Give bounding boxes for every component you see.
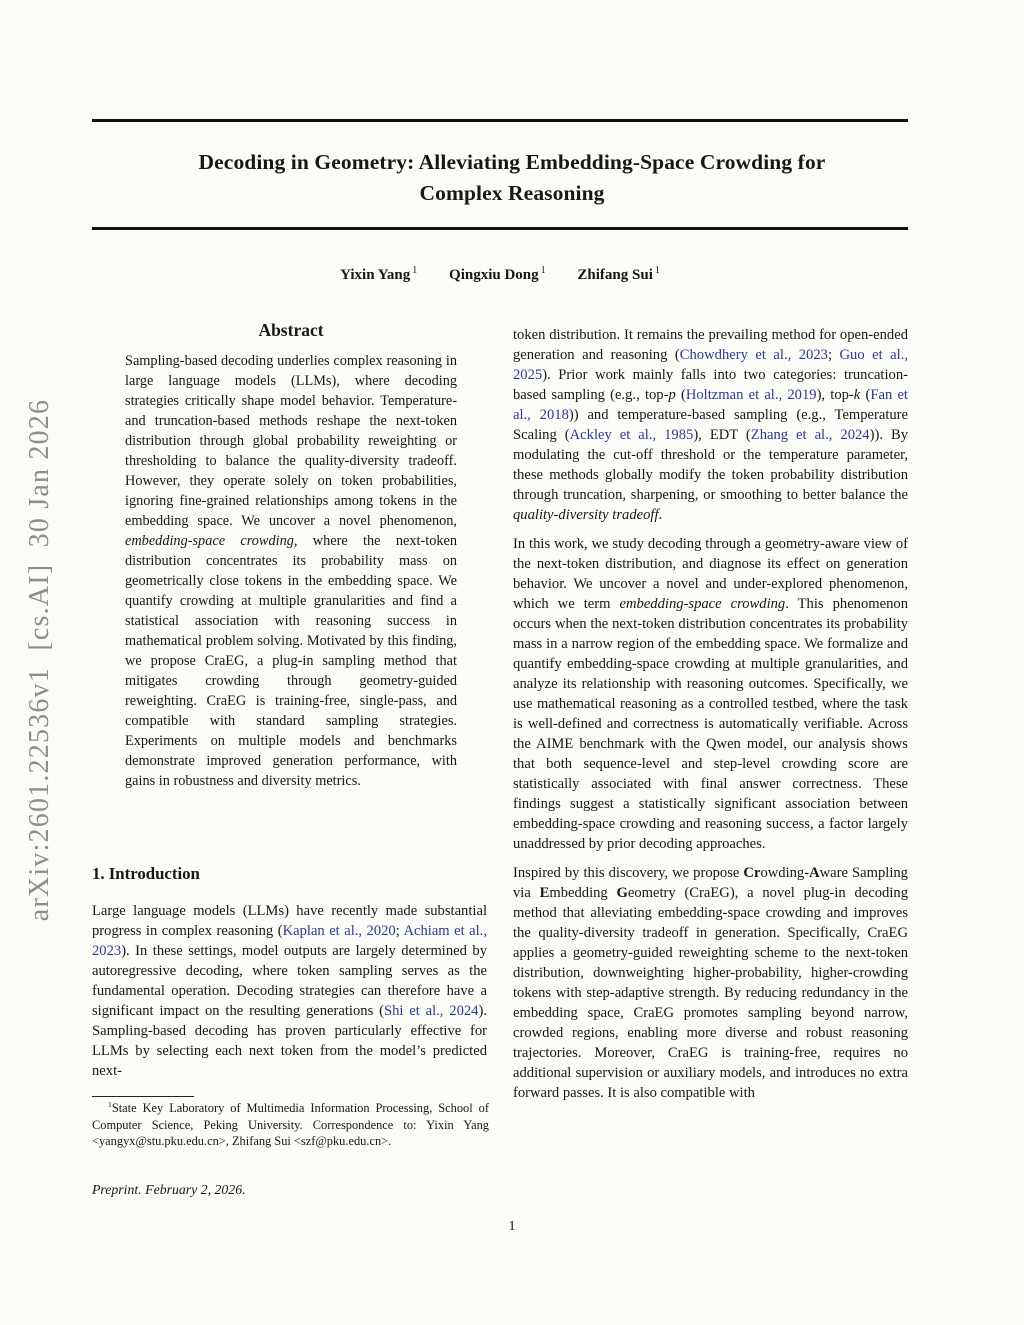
text-segment: )). By modulating the cut-off threshold or the temperature parameter, these methods globally modify the token probability distribution through truncation, sharpening, or smoothing to better balance the	[513, 427, 908, 503]
intro-paragraph-left	[92, 901, 487, 1081]
text-segment: ware Sampling via	[513, 865, 908, 901]
text-segment: In this work, we study decoding through a geometry-aware view of the next-token distribution, and diagnose its effect on generation behavior. We uncover a novel and under-explored phenomenon, which we term	[513, 536, 908, 612]
italic-text: embedding-space crowding	[125, 533, 294, 549]
page-number: 1	[508, 1219, 516, 1234]
citation-link[interactable]: Kaplan et al., 2020	[282, 923, 396, 939]
author-name-text: Yixin Yang	[340, 267, 411, 283]
paper-title-line1: Decoding in Geometry: Alleviating Embedding-Space Crowding for	[198, 150, 826, 174]
text-segment: ), top-	[816, 387, 854, 403]
italic-text: quality-diversity tradeoff	[513, 507, 659, 523]
abstract-heading: Abstract	[258, 320, 324, 340]
arxiv-watermark: arXiv:2601.22536v1 [cs.AI] 30 Jan 2026	[24, 398, 55, 922]
text-segment: (	[860, 387, 871, 403]
section-heading-introduction: 1. Introduction	[92, 864, 200, 883]
text-segment: ;	[827, 347, 840, 363]
text-segment: ), EDT (	[693, 427, 751, 443]
author-name	[340, 267, 417, 283]
text-segment: .	[658, 507, 663, 523]
paper-title-line2: Complex Reasoning	[419, 181, 605, 205]
italic-text: k	[853, 387, 861, 403]
citation-link[interactable]: Guo et al., 2025	[513, 347, 909, 383]
citation-link[interactable]: Zhang et al., 2024	[750, 427, 870, 443]
text-segment: )) and temperature-based sampling (e.g., Temperature Scaling (	[513, 407, 909, 443]
author-affiliation-sup: 1	[540, 265, 546, 276]
author-affiliation-sup: 1	[412, 265, 418, 276]
superscript: 1	[108, 1099, 112, 1109]
italic-text: embedding-space crowding	[619, 596, 786, 612]
text-segment: eometry (CraEG), a novel plug-in decoding method that alleviating embedding-space crowding and improves the quality-diversity tradeoff in generation. Specifically, CraEG applies a geometry-guided reweighting scheme to the next-token distribution, downweighting higher-probability, higher-crowding tokens with step-adaptive strength. By reducing redundancy in the embedding space, CraEG promotes sampling beyond narrow, crowded regions, enabling more diverse and robust reasoning trajectories. Moreover, CraEG is training-free, requires no additional supervision or auxiliary models, and introduces no extra forward passes. It is also compatible with	[513, 885, 908, 1101]
title-rule-bottom	[92, 227, 908, 230]
text-segment: ;	[395, 923, 404, 939]
footnote-text	[92, 1100, 489, 1150]
italic-text: p	[668, 387, 676, 403]
citation-link[interactable]: Shi et al., 2024	[383, 1003, 479, 1019]
text-segment: Sampling-based decoding underlies complex reasoning in large language models (LLMs), where decoding strategies critically shape model behavior. Temperature- and truncation-based methods reshape the next-token distribution through global probability reweighting or thresholding to balance the quality-diversity tradeoff. However, they operate solely on token probabilities, ignoring fine-grained relationships among tokens in the embedding space. We uncover a novel phenomenon,	[125, 353, 457, 529]
author-line	[92, 265, 908, 284]
body-paragraph	[513, 534, 908, 854]
text-segment: . This phenomenon occurs when the next-token distribution concentrates its probability mass in a narrow region of the embedding space. We formalize and quantify embedding-space crowding at multiple granularities, and analyze its relationship with reasoning outcomes. Specifically, we use mathematical reasoning as a controlled testbed, where the task is well-defined and correctness is automatically verifiable. Across the AIME benchmark with the Qwen model, our analysis shows that both sequence-level and step-level crowding score are statistically associated with final answer correctness. These findings suggest a statistically significant association between embedding-space crowding and reasoning success, a factor largely unaddressed by prior decoding approaches.	[513, 596, 908, 852]
text-segment: ). Sampling-based decoding has proven particularly effective for LLMs by selecting each next token from the model’s predicted next-	[92, 1003, 487, 1079]
citation-link[interactable]: Holtzman et al., 2019	[685, 387, 817, 403]
body-paragraph	[513, 863, 908, 1103]
text-segment: mbedding	[549, 885, 617, 901]
right-column	[513, 325, 908, 1112]
footnote-rule	[92, 1096, 194, 1097]
author-name	[577, 267, 659, 283]
body-paragraph	[513, 325, 908, 525]
text-segment: State Key Laboratory of Multimedia Information Processing, School of Computer Science, Peking University. Correspondence to: Yixin Yang <yangyx@stu.pku.edu.cn>, Zhifang Sui <szf@pku.edu.cn>.	[92, 1101, 489, 1149]
text-segment: (	[675, 387, 686, 403]
abstract-text	[125, 351, 457, 791]
preprint-note: Preprint. February 2, 2026.	[92, 1182, 246, 1197]
text-segment: , where the next-token distribution concentrates its probability mass on geometrically close tokens in the embedding space. We quantify crowding at multiple granularities and find a statistical association with reasoning success in mathematical problem solving. Motivated by this finding, we propose CraEG, a plug-in sampling method that mitigates crowding through geometry-guided reweighting. CraEG is training-free, single-pass, and compatible with standard sampling strategies. Experiments on multiple models and benchmarks demonstrate improved generation performance, with gains in robustness and diversity metrics.	[125, 533, 457, 789]
bold-text: G	[616, 885, 628, 901]
bold-text: E	[539, 885, 550, 901]
citation-link[interactable]: Chowdhery et al., 2023	[679, 347, 828, 363]
title-rule-top	[92, 119, 908, 122]
text-segment: owding-	[760, 865, 810, 881]
text-segment: ). In these settings, model outputs are largely determined by autoregressive decoding, where token sampling serves as the fundamental operation. Decoding strategies can therefore have a significant impact on the resulting generations (	[92, 943, 487, 1019]
author-affiliation-sup: 1	[654, 265, 660, 276]
bold-text: A	[809, 865, 820, 881]
author-name-text: Zhifang Sui	[577, 267, 653, 283]
author-name	[449, 267, 546, 283]
bold-text: Cr	[743, 865, 761, 881]
paper-title	[132, 147, 892, 209]
text-segment: Inspired by this discovery, we propose	[513, 865, 744, 881]
author-name-text: Qingxiu Dong	[449, 267, 539, 283]
text-segment: Large language models (LLMs) have recently made substantial progress in complex reasoning (	[92, 903, 487, 939]
citation-link[interactable]: Achiam et al., 2023	[92, 923, 487, 959]
text-segment: ). Prior work mainly falls into two categories: truncation-based sampling (e.g., top-	[513, 367, 908, 403]
text-segment: token distribution. It remains the prevailing method for open-ended generation and reasoning (	[513, 327, 908, 363]
citation-link[interactable]: Ackley et al., 1985	[569, 427, 694, 443]
citation-link[interactable]: Fan et al., 2018	[513, 387, 908, 423]
